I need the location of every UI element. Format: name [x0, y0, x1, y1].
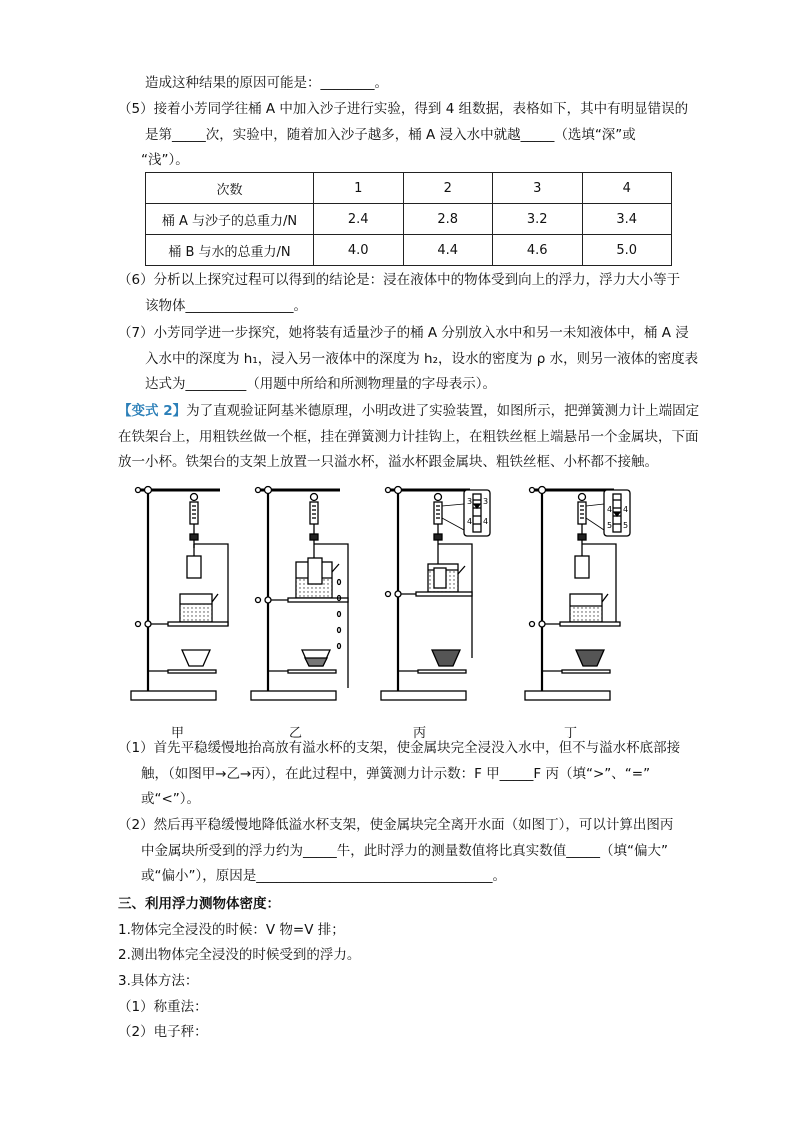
variant-2-intro: [118, 401, 699, 421]
table-cell: 5.0: [582, 235, 672, 266]
sub-question-1-line: （1）首先平稳缓慢地抬高放有溢水杯的支架，使金属块完全浸没入水中，但不与溢水杯底部接: [118, 740, 681, 756]
section-3-heading: 三、利用浮力测物体密度：: [118, 896, 280, 912]
variant-2-line: 在铁架台上，用粗铁丝做一个框，挂在弹簧测力计挂钩上，在粗铁丝框上端悬吊一个金属块，下面: [118, 429, 699, 445]
apparatus-yi: [251, 486, 348, 700]
figure-caption-jia: 甲: [171, 726, 185, 741]
table-cell: 3.4: [582, 204, 672, 235]
question-6-line: 该物体________________。: [145, 298, 307, 314]
scale-label-bing-right-bottom: 4: [483, 517, 489, 526]
table-cell: 1: [314, 173, 404, 204]
table-cell: 3.2: [493, 204, 583, 235]
method-point: （1）称重法：: [118, 999, 208, 1015]
table-cell: 2.4: [314, 204, 404, 235]
scale-label-ding-left-top: 4: [607, 505, 613, 514]
experiment-figure: [126, 478, 686, 718]
table-cell: 2: [403, 173, 493, 204]
scale-label-bing-left-bottom: 4: [467, 517, 473, 526]
table-header-row: [146, 173, 672, 204]
table-row: [146, 204, 672, 235]
table-cell: 桶 B 与水的总重力/N: [146, 235, 314, 266]
sub-question-2-line: 中金属块所受到的浮力约为_____牛，此时浮力的测量数值将比真实数值_____（填“偏大”: [141, 843, 668, 859]
method-point: 1.物体完全浸没的时候：V 物=V 排；: [118, 922, 345, 938]
table-cell: 桶 A 与沙子的总重力/N: [146, 204, 314, 235]
scale-label-bing-left-top: 3: [467, 497, 473, 506]
figure-caption-ding: 丁: [564, 726, 578, 741]
method-point: （2）电子秤：: [118, 1024, 208, 1040]
scale-label-ding-right-top: 4: [623, 505, 629, 514]
table-cell: 次数: [146, 173, 314, 204]
apparatus-ding: [525, 486, 630, 700]
method-point: 3.具体方法：: [118, 973, 199, 989]
sub-question-2-line: （2）然后再平稳缓慢地降低溢水杯支架，使金属块完全离开水面（如图丁），可以计算出图丙: [118, 817, 674, 833]
sub-question-1-line: 或“<”）。: [141, 791, 201, 807]
scale-label-ding-right-bottom: 5: [623, 521, 629, 530]
table-cell: 3: [493, 173, 583, 204]
table-cell: 4.4: [403, 235, 493, 266]
scale-label-ding-left-bottom: 5: [607, 521, 613, 530]
question-7-line: 达式为_________（用题中所给和所测物理量的字母表示）。: [145, 376, 496, 392]
method-point: 2.测出物体完全浸没的时候受到的浮力。: [118, 947, 361, 963]
variant-2-line: 放一小杯。铁架台的支架上放置一只溢水杯，溢水杯跟金属块、粗铁丝框、小杯都不接触。: [118, 454, 658, 470]
variant-2-text: 为了直观验证阿基米德原理，小明改进了实验装置，如图所示，把弹簧测力计上端固定: [186, 403, 700, 419]
table-cell: 2.8: [403, 204, 493, 235]
question-7-line: 入水中的深度为 h₁，浸入另一液体中的深度为 h₂，设水的密度为 ρ 水，则另一液体的密度表: [145, 351, 699, 367]
question-5-line: “浅”）。: [141, 152, 189, 168]
sub-question-1-line: 触，（如图甲→乙→丙），在此过程中，弹簧测力计示数：F 甲_____F 丙（填“>”、“=”: [141, 766, 651, 782]
variant-2-tag: 【变式 2】: [118, 403, 187, 419]
figure-caption-yi: 乙: [289, 726, 303, 741]
apparatus-bing: [381, 486, 490, 700]
question-5-line: 是第_____次，实验中，随着加入沙子越多，桶 A 浸入水中就越_____（选填“深”或: [145, 127, 636, 143]
question-7-line: （7）小芳同学进一步探究，她将装有适量沙子的桶 A 分别放入水中和另一未知液体中，桶 A 浸: [118, 325, 689, 341]
table-cell: 4: [582, 173, 672, 204]
text-line: 造成这种结果的原因可能是：________。: [145, 75, 388, 91]
table-cell: 4.0: [314, 235, 404, 266]
table-row: [146, 235, 672, 266]
scale-label-bing-right-top: 3: [483, 497, 489, 506]
table-cell: 4.6: [493, 235, 583, 266]
data-table: [145, 172, 672, 266]
figure-caption-bing: 丙: [413, 726, 427, 741]
question-6-line: （6）分析以上探究过程可以得到的结论是：浸在液体中的物体受到向上的浮力，浮力大小等于: [118, 272, 681, 288]
question-5-line: （5）接着小芳同学往桶 A 中加入沙子进行实验，得到 4 组数据，表格如下，其中有明显错误的: [118, 101, 689, 117]
sub-question-2-line: 或“偏小”），原因是___________________________________。: [141, 868, 506, 884]
apparatus-jia: [131, 486, 228, 700]
